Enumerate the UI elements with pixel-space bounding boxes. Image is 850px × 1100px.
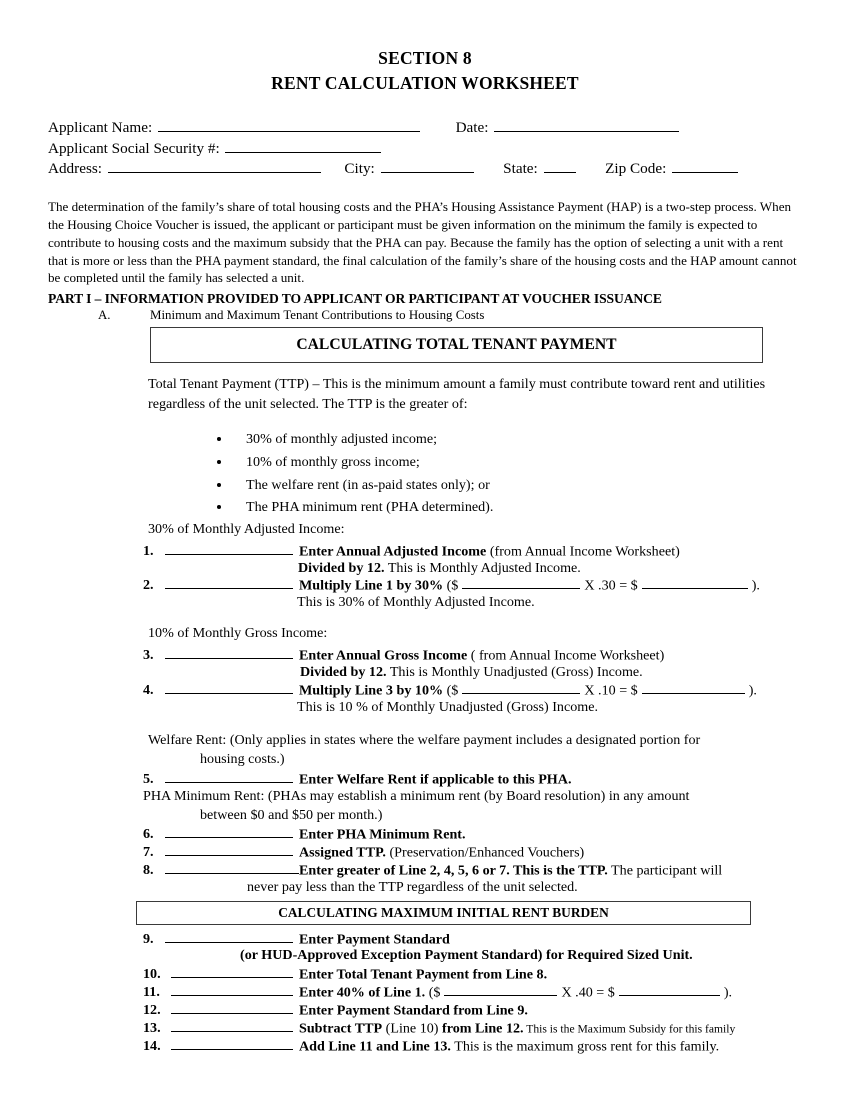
pha-minimum-rent-note-line-2: between $0 and $50 per month.) — [200, 807, 383, 823]
line-2-input[interactable] — [165, 575, 293, 589]
line-11-paren-open: ($ — [425, 984, 441, 1001]
line-8-row — [143, 860, 722, 879]
line-14-number: 14. — [143, 1038, 161, 1055]
line-5-bold-label: Enter Welfare Rent if applicable to this PHA. — [299, 771, 572, 788]
box-calculating-maximum-initial-rent-burden: CALCULATING MAXIMUM INITIAL RENT BURDEN — [136, 901, 751, 925]
line-2-continuation: This is 30% of Monthly Adjusted Income. — [297, 594, 535, 610]
line-11-input[interactable] — [171, 982, 293, 996]
line-8-continuation: never pay less than the TTP regardless of the unit selected. — [247, 879, 578, 895]
subsection-letter: A. — [98, 308, 111, 322]
line-7-row — [143, 842, 584, 861]
line-9-continuation: (or HUD-Approved Exception Payment Standard) for Required Sized Unit. — [240, 947, 693, 963]
list-item: • The PHA minimum rent (PHA determined). — [232, 496, 493, 519]
line-13-bold-label-2: from Line 12. — [438, 1020, 524, 1037]
pha-minimum-rent-note-line-1: PHA Minimum Rent: (PHAs may establish a minimum rent (by Board resolution) in any amount — [143, 788, 690, 804]
line-13-row — [143, 1018, 735, 1037]
line-10-bold-label: Enter Total Tenant Payment from Line 8. — [299, 966, 548, 983]
line-8-number: 8. — [143, 862, 154, 879]
line-13-note: (Line 10) — [382, 1020, 439, 1037]
line-2-bold-label: Multiply Line 1 by 30% — [299, 577, 444, 594]
line-10-input[interactable] — [171, 964, 293, 978]
line-6-bold-label: Enter PHA Minimum Rent. — [299, 826, 466, 843]
line-13-bold-label: Subtract TTP — [299, 1020, 383, 1037]
line-4-result-input[interactable] — [642, 680, 745, 694]
line-1-row — [143, 541, 680, 560]
ttp-description: Total Tenant Payment (TTP) – This is the minimum amount a family must contribute toward rent and utilities regardless of the unit selected. The TTP is the greater of: — [148, 376, 766, 412]
line-10-row — [143, 964, 547, 983]
line-4-bold-label: Multiply Line 3 by 10% — [299, 682, 444, 699]
line-3-cont-normal: This is Monthly Unadjusted (Gross) Income. — [386, 664, 643, 680]
line-6-row — [143, 824, 466, 843]
line-11-result-input[interactable] — [619, 982, 720, 996]
line-12-row — [143, 1000, 528, 1019]
line-11-operator: X .40 = $ — [561, 984, 615, 1001]
box-calculating-total-tenant-payment: CALCULATING TOTAL TENANT PAYMENT — [150, 327, 763, 363]
line-4-amount-input[interactable] — [462, 680, 580, 694]
line-13-number: 13. — [143, 1020, 161, 1037]
address-input[interactable] — [108, 158, 321, 173]
line-1-cont-normal: This is Monthly Adjusted Income. — [384, 560, 581, 576]
line-2-paren-open: ($ — [443, 577, 459, 594]
state-input[interactable] — [544, 158, 576, 173]
line-1-cont-bold: Divided by 12. — [298, 560, 385, 576]
applicant-ssn-row — [48, 138, 802, 159]
line-2-paren-close: ). — [751, 577, 760, 594]
line-3-input[interactable] — [165, 645, 293, 659]
line-11-number: 11. — [143, 984, 160, 1001]
line-11-bold-label: Enter 40% of Line 1. — [299, 984, 426, 1001]
title-line-2: RENT CALCULATION WORKSHEET — [271, 72, 579, 93]
line-11-row — [143, 982, 732, 1001]
line-3-cont-bold: Divided by 12. — [300, 664, 387, 680]
line-3-bold-label: Enter Annual Gross Income — [299, 647, 468, 664]
line-9-number: 9. — [143, 931, 154, 948]
subsection-label: Minimum and Maximum Tenant Contributions to Housing Costs — [150, 308, 485, 322]
line-2-result-input[interactable] — [642, 575, 748, 589]
line-6-input[interactable] — [165, 824, 293, 838]
state-label: State: — [503, 160, 538, 178]
line-4-paren-close: ). — [748, 682, 757, 699]
line-4-row — [143, 680, 757, 699]
date-input[interactable] — [494, 117, 679, 132]
section-label-gross-income: 10% of Monthly Gross Income: — [148, 625, 328, 641]
line-5-number: 5. — [143, 771, 154, 788]
line-14-row — [143, 1036, 719, 1055]
applicant-ssn-input[interactable] — [225, 138, 381, 153]
list-item: • 10% of monthly gross income; — [232, 451, 493, 474]
line-5-row — [143, 769, 571, 788]
line-14-note: This is the maximum gross rent for this family. — [450, 1038, 720, 1055]
line-14-bold-label: Add Line 11 and Line 13. — [299, 1038, 451, 1055]
line-2-operator: X .30 = $ — [584, 577, 638, 594]
section-label-adjusted-income: 30% of Monthly Adjusted Income: — [148, 521, 345, 537]
city-label: City: — [344, 160, 375, 178]
line-3-row — [143, 645, 664, 664]
line-9-bold-label: Enter Payment Standard — [299, 931, 450, 948]
line-8-bold-label: Enter greater of Line 2, 4, 5, 6 or 7. This is the TTP. — [299, 862, 608, 879]
zip-label: Zip Code: — [605, 160, 667, 178]
line-1-note: (from Annual Income Worksheet) — [486, 543, 680, 560]
line-12-bold-label: Enter Payment Standard from Line 9. — [299, 1002, 528, 1019]
line-7-note: (Preservation/Enhanced Vouchers) — [385, 844, 585, 861]
line-3-note: ( from Annual Income Worksheet) — [467, 647, 665, 664]
line-11-amount-input[interactable] — [444, 982, 557, 996]
line-8-input[interactable] — [165, 860, 299, 874]
line-7-bold-label: Assigned TTP. — [299, 844, 386, 861]
line-13-fine-print: This is the Maximum Subsidy for this family — [523, 1022, 736, 1036]
welfare-rent-note-line-2: housing costs.) — [200, 751, 285, 767]
welfare-rent-note-line-1: Welfare Rent: (Only applies in states where the welfare payment includes a designated portion for — [148, 732, 701, 748]
line-5-input[interactable] — [165, 769, 293, 783]
page-title — [48, 46, 802, 96]
line-1-input[interactable] — [165, 541, 293, 555]
list-item: • 30% of monthly adjusted income; — [232, 428, 493, 451]
line-1-bold-label: Enter Annual Adjusted Income — [299, 543, 487, 560]
line-8-note: The participant will — [607, 862, 723, 879]
address-label: Address: — [48, 160, 102, 178]
line-4-continuation: This is 10 % of Monthly Unadjusted (Gross) Income. — [297, 699, 599, 715]
line-7-input[interactable] — [165, 842, 293, 856]
line-2-amount-input[interactable] — [462, 575, 580, 589]
line-12-input[interactable] — [171, 1000, 293, 1014]
line-4-input[interactable] — [165, 680, 293, 694]
list-item: • The welfare rent (in as-paid states only); or — [232, 474, 493, 497]
address-row — [48, 158, 802, 179]
line-1-number: 1. — [143, 543, 154, 560]
ttp-criteria-list — [214, 428, 493, 519]
applicant-name-row — [48, 117, 802, 138]
line-10-number: 10. — [143, 966, 161, 983]
line-12-number: 12. — [143, 1002, 161, 1019]
date-label: Date: — [455, 119, 489, 137]
line-6-number: 6. — [143, 826, 154, 843]
applicant-name-label: Applicant Name: — [48, 119, 153, 137]
city-input[interactable] — [381, 158, 474, 173]
line-9-input[interactable] — [165, 929, 293, 943]
part-one-heading: PART I – INFORMATION PROVIDED TO APPLICANT OR PARTICIPANT AT VOUCHER ISSUANCE — [48, 291, 662, 306]
line-2-number: 2. — [143, 577, 154, 594]
line-11-paren-close: ). — [723, 984, 733, 1001]
line-4-operator: X .10 = $ — [584, 682, 638, 699]
zip-input[interactable] — [672, 158, 738, 173]
line-3-number: 3. — [143, 647, 154, 664]
title-line-1: SECTION 8 — [378, 48, 472, 68]
part-one-subsection-a — [98, 307, 484, 324]
line-7-number: 7. — [143, 844, 154, 861]
line-3-continuation — [300, 663, 643, 681]
line-13-input[interactable] — [171, 1018, 293, 1032]
intro-paragraph: The determination of the family’s share of total housing costs and the PHA’s Housing Assistance Payment (HAP) is a two-step process. When the Housing Choice Voucher is issued, the applicant or participant must be given information on the minimum the family is expected to contribute to housing costs and the maximum subsidy that the PHA can pay. Because the family has the option of selecting a unit with a rent that is more or less than the PHA payment standard, the final calculation of the family’s share of the housing costs and the HAP amount cannot be completed until the family has selected a unit. — [48, 199, 797, 286]
applicant-ssn-label: Applicant Social Security #: — [48, 140, 220, 158]
line-4-number: 4. — [143, 682, 154, 699]
line-2-row — [143, 575, 760, 594]
line-14-input[interactable] — [171, 1036, 293, 1050]
line-4-paren-open: ($ — [443, 682, 459, 699]
applicant-name-input[interactable] — [158, 117, 420, 132]
